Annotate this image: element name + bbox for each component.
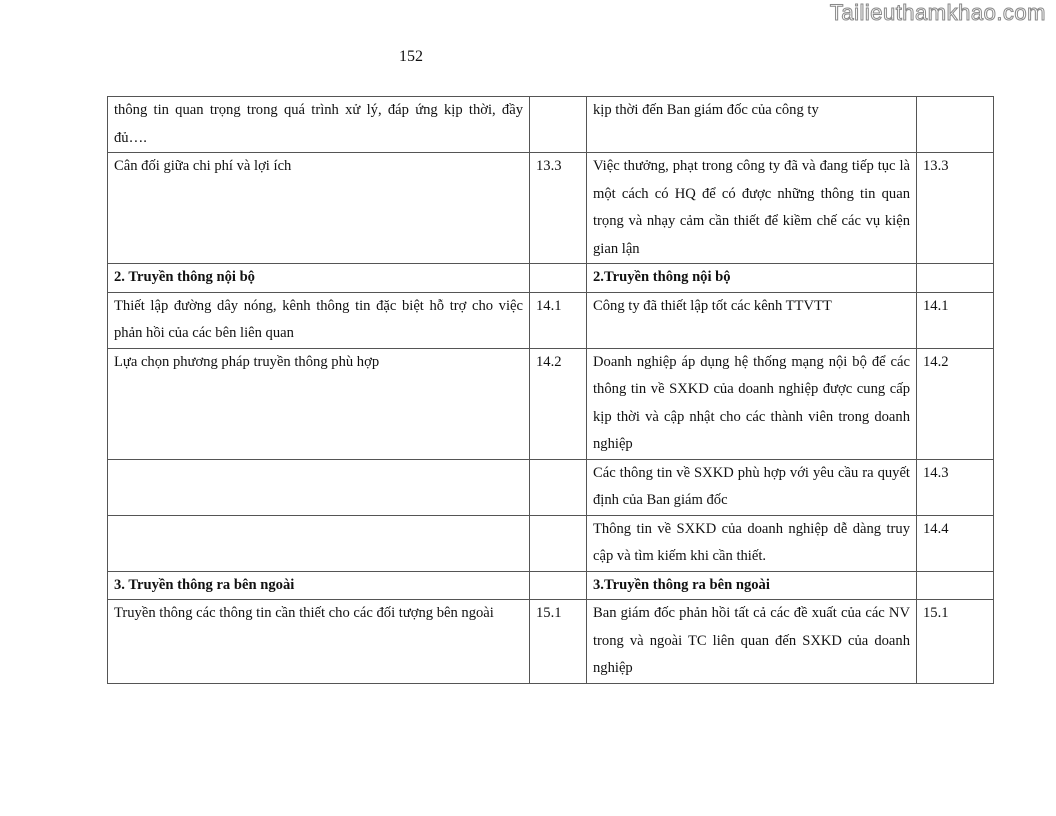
criterion-code-cell [530, 264, 587, 293]
statement-cell: Công ty đã thiết lập tốt các kênh TTVTT [587, 292, 917, 348]
section-header-row [108, 571, 994, 600]
criterion-code-cell: 15.1 [530, 600, 587, 684]
criterion-code-cell: 13.3 [530, 153, 587, 264]
statement-cell: Ban giám đốc phản hồi tất cả các đề xuất của các NV trong và ngoài TC liên quan đến SXKD của doanh nghiệp [587, 600, 917, 684]
criterion-cell [108, 459, 530, 515]
criterion-cell [108, 515, 530, 571]
survey-table [107, 96, 994, 684]
table-row [108, 153, 994, 264]
criterion-code-cell [530, 571, 587, 600]
criterion-code-cell [530, 459, 587, 515]
criterion-code-cell [530, 97, 587, 153]
statement-cell: Các thông tin về SXKD phù hợp với yêu cầu ra quyết định của Ban giám đốc [587, 459, 917, 515]
page-number: 152 [399, 48, 423, 65]
criterion-cell: Truyền thông các thông tin cần thiết cho các đối tượng bên ngoài [108, 600, 530, 684]
table-row [108, 348, 994, 459]
criterion-code-cell: 14.2 [530, 348, 587, 459]
statement-code-cell: 13.3 [917, 153, 994, 264]
watermark-text: Tailieuthamkhao.com [829, 0, 1046, 25]
criterion-cell: Cân đối giữa chi phí và lợi ích [108, 153, 530, 264]
statement-code-cell [917, 97, 994, 153]
statement-code-cell: 14.1 [917, 292, 994, 348]
table-row [108, 515, 994, 571]
criterion-cell: Lựa chọn phương pháp truyền thông phù hợp [108, 348, 530, 459]
section-header-row [108, 264, 994, 293]
table-row [108, 292, 994, 348]
section-heading: 2.Truyền thông nội bộ [587, 264, 917, 293]
criterion-code-cell: 14.1 [530, 292, 587, 348]
statement-code-cell [917, 264, 994, 293]
statement-code-cell [917, 571, 994, 600]
section-heading: 2. Truyền thông nội bộ [108, 264, 530, 293]
statement-code-cell: 14.4 [917, 515, 994, 571]
statement-cell: Doanh nghiệp áp dụng hệ thống mạng nội bộ để các thông tin về SXKD của doanh nghiệp được cung cấp kịp thời và cập nhật cho các thành viên trong doanh nghiệp [587, 348, 917, 459]
section-heading: 3.Truyền thông ra bên ngoài [587, 571, 917, 600]
table-row [108, 97, 994, 153]
criterion-cell: thông tin quan trọng trong quá trình xử lý, đáp ứng kịp thời, đầy đủ…. [108, 97, 530, 153]
table-row [108, 600, 994, 684]
statement-code-cell: 14.2 [917, 348, 994, 459]
table-row [108, 459, 994, 515]
criterion-code-cell [530, 515, 587, 571]
statement-code-cell: 15.1 [917, 600, 994, 684]
statement-cell: Việc thưởng, phạt trong công ty đã và đang tiếp tục là một cách có HQ để có được những thông tin quan trọng và nhạy cảm cần thiết để kiềm chế các vụ kiện gian lận [587, 153, 917, 264]
statement-cell: Thông tin về SXKD của doanh nghiệp dễ dàng truy cập và tìm kiếm khi cần thiết. [587, 515, 917, 571]
criterion-cell: Thiết lập đường dây nóng, kênh thông tin đặc biệt hỗ trợ cho việc phản hồi của các bên liên quan [108, 292, 530, 348]
section-heading: 3. Truyền thông ra bên ngoài [108, 571, 530, 600]
statement-cell: kịp thời đến Ban giám đốc của công ty [587, 97, 917, 153]
statement-code-cell: 14.3 [917, 459, 994, 515]
